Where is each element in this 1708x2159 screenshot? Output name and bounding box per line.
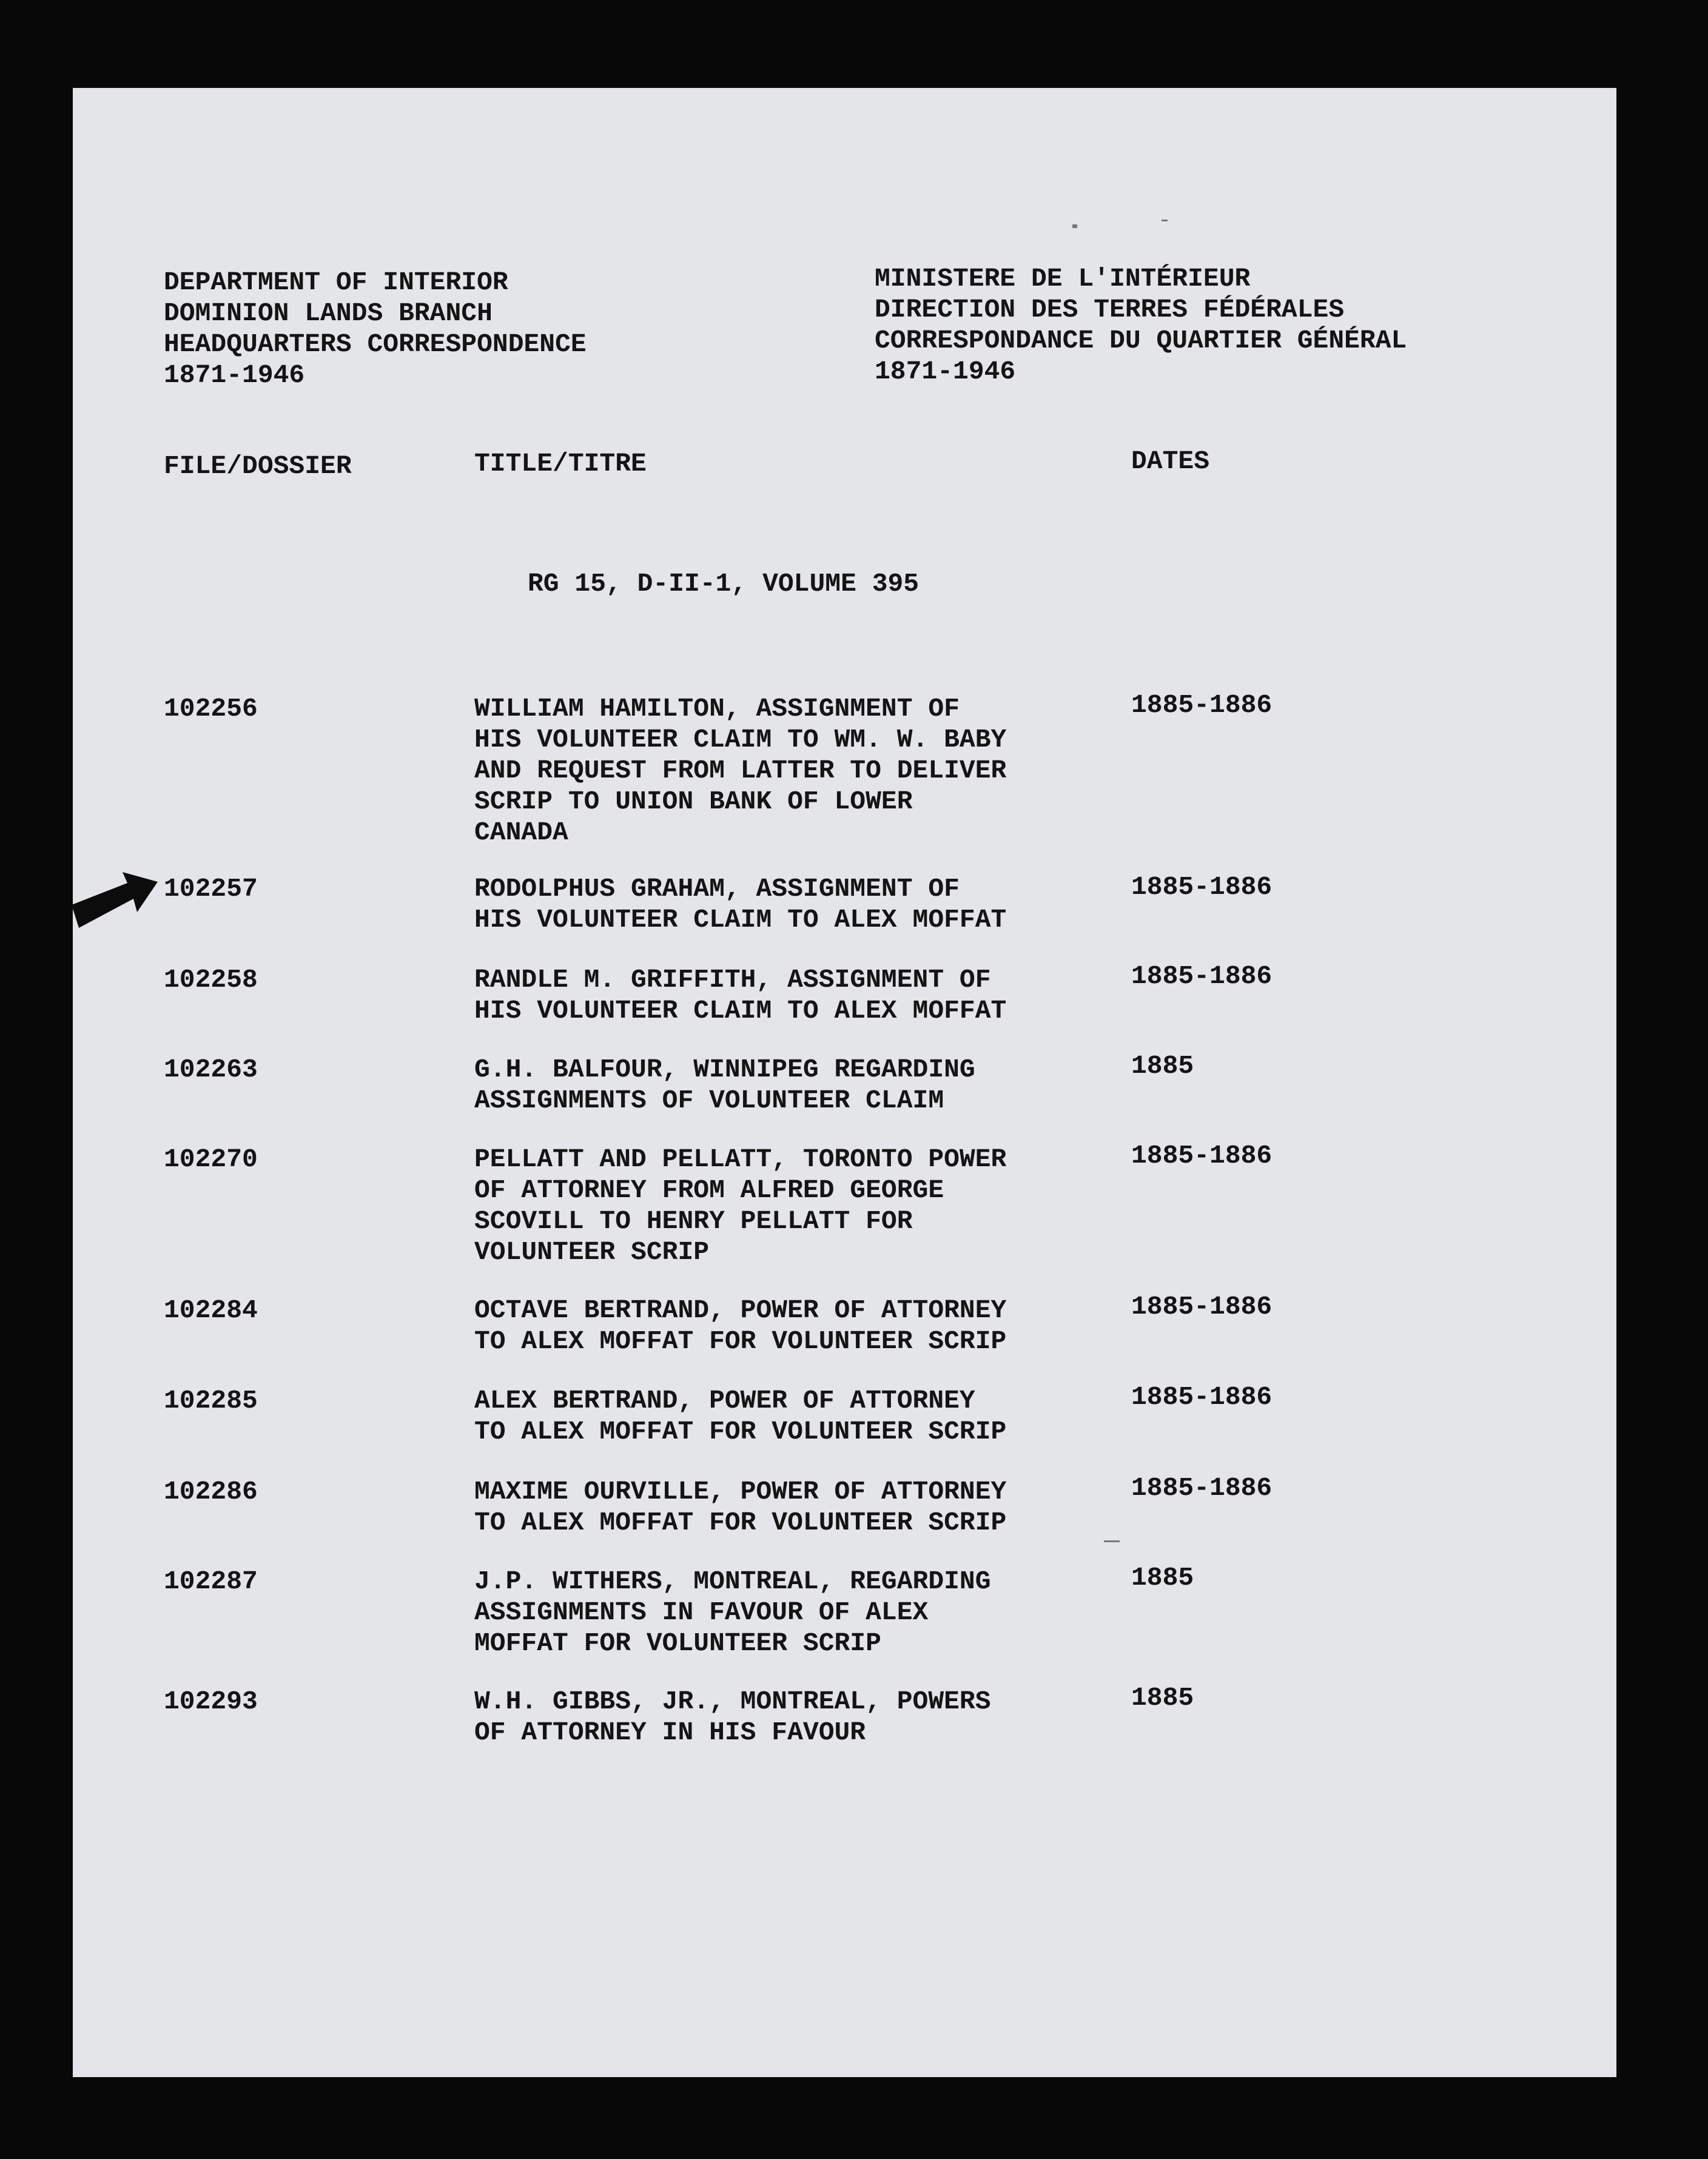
header-french-line: CORRESPONDANCE DU QUARTIER GÉNÉRAL: [875, 326, 1407, 355]
header-english: [164, 267, 587, 391]
entry-title-line: W.H. GIBBS, JR., MONTREAL, POWERS: [474, 1687, 991, 1716]
entry-title-line: SCOVILL TO HENRY PELLATT FOR: [474, 1206, 913, 1236]
file-number: 102287: [164, 1566, 258, 1596]
entry-dates: 1885-1886: [1131, 1382, 1273, 1412]
entry-title: [474, 1385, 1006, 1447]
file-number: 102284: [164, 1295, 258, 1325]
file-number: 102256: [164, 694, 258, 724]
scan-speck: [1162, 220, 1168, 221]
entry-title: [474, 964, 1006, 1026]
entry-title-line: PELLATT AND PELLATT, TORONTO POWER: [474, 1144, 1007, 1174]
entry-title-line: G.H. BALFOUR, WINNIPEG REGARDING: [474, 1055, 975, 1084]
file-number: 102270: [164, 1144, 258, 1174]
scan-speck: [1104, 1540, 1120, 1542]
header-english-line: 1871-1946: [164, 360, 305, 390]
entry-title-line: OF ATTORNEY FROM ALFRED GEORGE: [474, 1175, 944, 1205]
entry-title-line: MOFFAT FOR VOLUNTEER SCRIP: [474, 1628, 881, 1658]
arrow-pointer-icon: [72, 867, 163, 934]
entry-title-line: HIS VOLUNTEER CLAIM TO ALEX MOFFAT: [474, 905, 1007, 935]
entry-title-line: ALEX BERTRAND, POWER OF ATTORNEY: [474, 1386, 975, 1415]
header-french-line: DIRECTION DES TERRES FÉDÉRALES: [875, 295, 1345, 324]
header-french-line: 1871-1946: [875, 357, 1016, 386]
file-number: 102257: [164, 874, 258, 904]
entry-title-line: RODOLPHUS GRAHAM, ASSIGNMENT OF: [474, 874, 960, 904]
entry-title: [474, 1144, 1006, 1268]
entry-dates: 1885-1886: [1131, 872, 1273, 902]
entry-title-line: J.P. WITHERS, MONTREAL, REGARDING: [474, 1566, 991, 1596]
header-english-line: HEADQUARTERS CORRESPONDENCE: [164, 329, 587, 359]
entry-title-line: HIS VOLUNTEER CLAIM TO ALEX MOFFAT: [474, 996, 1007, 1026]
entry-title-line: ASSIGNMENTS OF VOLUNTEER CLAIM: [474, 1086, 944, 1115]
entry-title-line: TO ALEX MOFFAT FOR VOLUNTEER SCRIP: [474, 1508, 1007, 1537]
entry-dates: 1885: [1131, 1051, 1194, 1081]
entry-title: [474, 1476, 1006, 1538]
entry-dates: 1885-1886: [1131, 1473, 1273, 1503]
header-french-line: MINISTERE DE L'INTÉRIEUR: [875, 264, 1251, 294]
entry-title: [474, 873, 1006, 935]
volume-reference: RG 15, D-II-1, VOLUME 395: [528, 569, 920, 599]
column-heading-file: FILE/DOSSIER: [164, 451, 352, 481]
column-heading-title: TITLE/TITRE: [474, 449, 647, 478]
entry-dates: 1885-1886: [1131, 1292, 1273, 1321]
entry-title-line: AND REQUEST FROM LATTER TO DELIVER: [474, 756, 1007, 785]
scan-speck: [1072, 224, 1077, 228]
file-number: 102263: [164, 1055, 258, 1084]
entry-dates: 1885: [1131, 1563, 1194, 1593]
entry-title: [474, 1566, 991, 1659]
entry-title-line: OCTAVE BERTRAND, POWER OF ATTORNEY: [474, 1295, 1007, 1325]
file-number: 102285: [164, 1386, 258, 1415]
entry-title: [474, 1054, 975, 1116]
entry-title-line: TO ALEX MOFFAT FOR VOLUNTEER SCRIP: [474, 1326, 1007, 1356]
entry-title-line: MAXIME OURVILLE, POWER OF ATTORNEY: [474, 1477, 1007, 1506]
entry-title-line: HIS VOLUNTEER CLAIM TO WM. W. BABY: [474, 725, 1007, 754]
entry-title-line: ASSIGNMENTS IN FAVOUR OF ALEX: [474, 1597, 929, 1627]
header-english-line: DOMINION LANDS BRANCH: [164, 298, 493, 328]
entry-title: [474, 1686, 991, 1748]
entry-title-line: CANADA: [474, 818, 568, 847]
entry-title: [474, 1295, 1006, 1357]
entry-title-line: VOLUNTEER SCRIP: [474, 1237, 710, 1267]
header-english-line: DEPARTMENT OF INTERIOR: [164, 267, 508, 297]
entry-dates: 1885: [1131, 1683, 1194, 1713]
entry-dates: 1885-1886: [1131, 690, 1273, 720]
entry-title-line: TO ALEX MOFFAT FOR VOLUNTEER SCRIP: [474, 1417, 1007, 1446]
file-number: 102258: [164, 965, 258, 995]
entry-title-line: SCRIP TO UNION BANK OF LOWER: [474, 787, 913, 816]
entry-title-line: WILLIAM HAMILTON, ASSIGNMENT OF: [474, 694, 960, 724]
entry-title: [474, 693, 1006, 848]
header-french: [875, 263, 1407, 387]
file-number: 102293: [164, 1687, 258, 1716]
entry-dates: 1885-1886: [1131, 961, 1273, 991]
entry-title-line: OF ATTORNEY IN HIS FAVOUR: [474, 1717, 866, 1747]
column-heading-dates: DATES: [1131, 446, 1210, 476]
entry-title-line: RANDLE M. GRIFFITH, ASSIGNMENT OF: [474, 965, 991, 995]
entry-dates: 1885-1886: [1131, 1141, 1273, 1170]
file-number: 102286: [164, 1477, 258, 1506]
